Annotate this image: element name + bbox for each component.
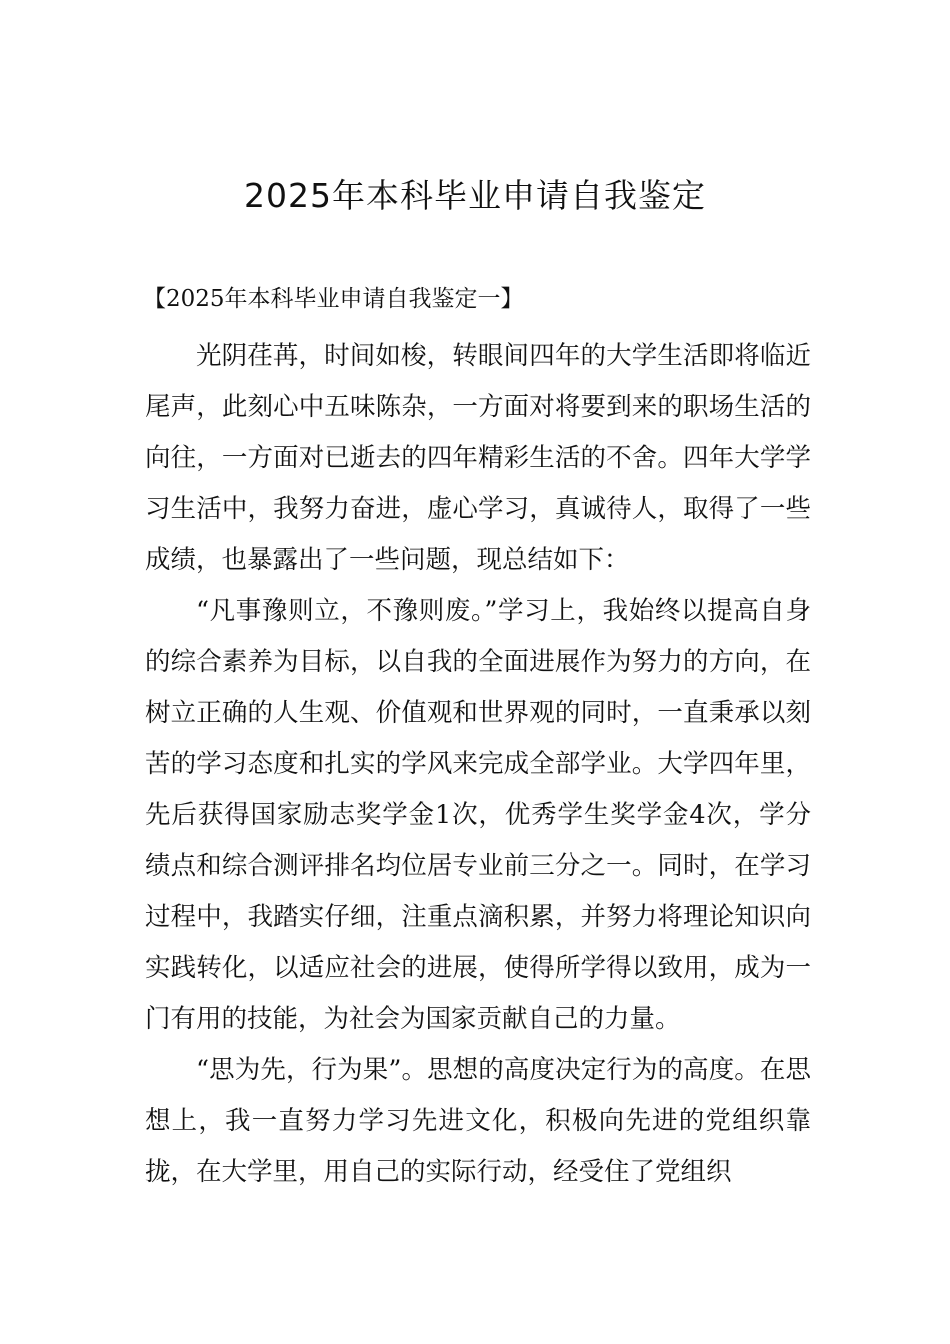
section-heading: 【2025年本科毕业申请自我鉴定一】 xyxy=(143,286,524,312)
paragraph-intro: 光阴荏苒，时间如梭，转眼间四年的大学生活即将临近尾声，此刻心中五味陈杂，一方面对将要到来的职场生活的向往，一方面对已逝去的四年精彩生活的不舍。四年大学学习生活中，我努力奋进，虚心学习，真诚待人，取得了一些成绩，也暴露出了一些问题，现总结如下： xyxy=(145,341,811,575)
document-title: 2025年本科毕业申请自我鉴定 xyxy=(244,176,706,215)
paragraph-thought: “思为先，行为果”。思想的高度决定行为的高度。在思想上，我一直努力学习先进文化，积极向先进的党组织靠拢，在大学里，用自己的实际行动，经受住了党组织 xyxy=(145,1055,811,1187)
document-body xyxy=(145,276,811,1198)
paragraph-study: “凡事豫则立，不豫则废。”学习上，我始终以提高自身的综合素养为目标，以自我的全面进展作为努力的方向，在树立正确的人生观、价值观和世界观的同时，一直秉承以刻苦的学习态度和扎实的学风来完成全部学业。大学四年里，先后获得国家励志奖学金1次，优秀学生奖学金4次，学分绩点和综合测评排名均位居专业前三分之一。同时，在学习过程中，我踏实仔细，注重点滴积累，并努力将理论知识向实践转化，以适应社会的进展，使得所学得以致用，成为一门有用的技能，为社会为国家贡献自己的力量。 xyxy=(145,596,811,1034)
